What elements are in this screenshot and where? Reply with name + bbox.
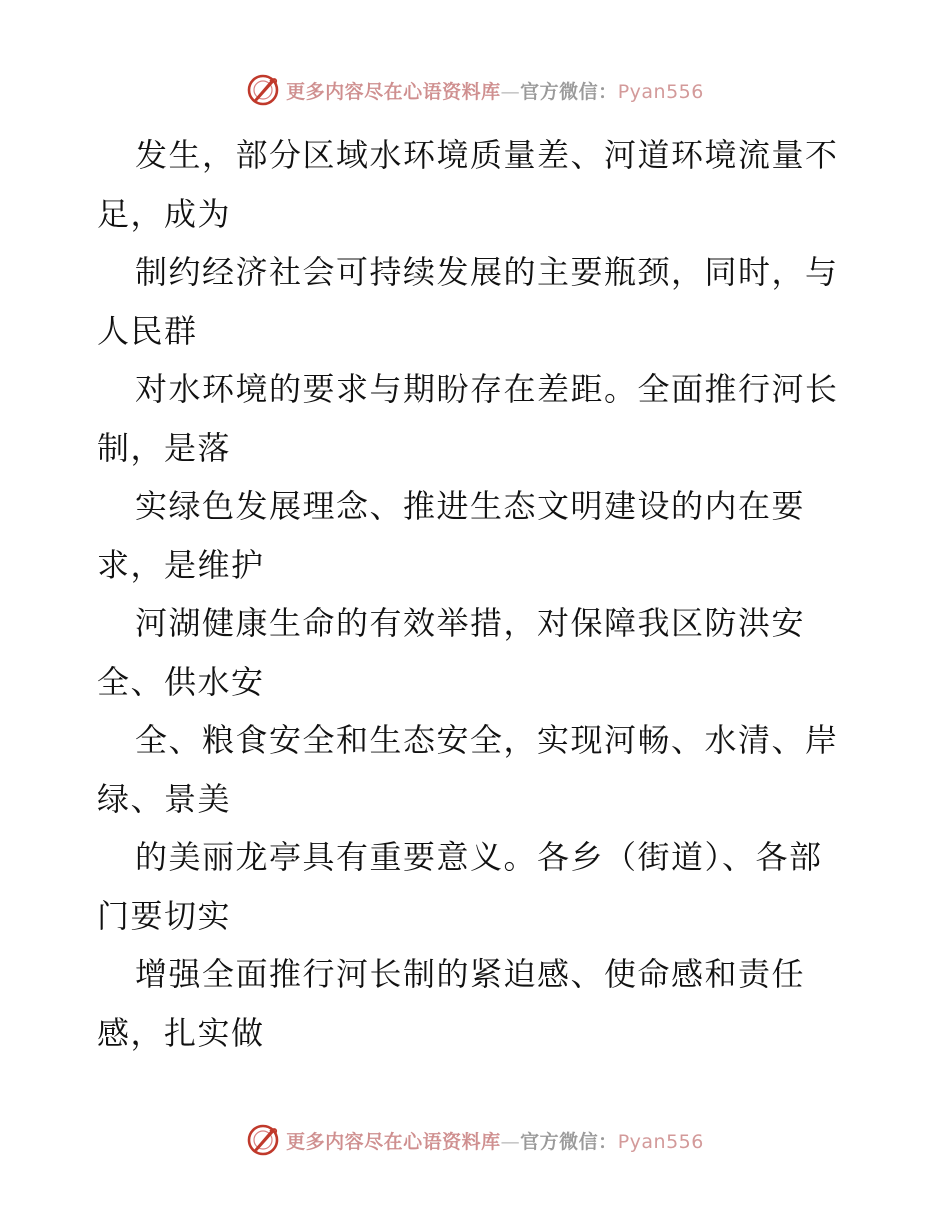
paragraph-line: 人民群 <box>97 311 198 350</box>
banner-main-text: 更多内容尽在心语资料库 <box>286 1130 501 1153</box>
banner-dash: — <box>500 1130 521 1153</box>
paragraph-line: 感，扎实做 <box>97 1013 265 1052</box>
paragraph-line: 制约经济社会可持续发展的主要瓶颈，同时，与 <box>135 253 839 291</box>
banner-text <box>286 1127 704 1154</box>
paragraph-line: 全、供水安 <box>97 662 265 701</box>
paragraph-line: 增强全面推行河长制的紧迫感、使命感和责任 <box>135 955 806 993</box>
banner-wechat-label: 官方微信： <box>520 1130 618 1153</box>
banner-wechat-id: Pyan556 <box>617 1130 704 1153</box>
paragraph-line: 发生，部分区域水环境质量差、河道环境流量不 <box>135 136 839 174</box>
banner-text <box>286 77 704 104</box>
document-body <box>97 126 857 1062</box>
paragraph-line: 门要切实 <box>97 896 232 935</box>
banner-dash: — <box>500 80 521 103</box>
footer-banner <box>0 1120 950 1160</box>
paragraph-line: 的美丽龙亭具有重要意义。各乡（街道）、各部 <box>135 838 823 876</box>
paragraph-line: 全、粮食安全和生态安全，实现河畅、水清、岸 <box>135 721 839 759</box>
paragraph-line: 河湖健康生命的有效举措，对保障我区防洪安 <box>135 604 806 642</box>
paragraph-line: 对水环境的要求与期盼存在差距。全面推行河长 <box>135 370 839 408</box>
banner-wechat-label: 官方微信： <box>520 80 618 103</box>
banner-main-text: 更多内容尽在心语资料库 <box>286 80 501 103</box>
header-banner <box>0 70 950 110</box>
quill-seal-icon <box>246 73 280 107</box>
paragraph-line: 实绿色发展理念、推进生态文明建设的内在要 <box>135 487 806 525</box>
paragraph-line: 足，成为 <box>97 194 232 233</box>
quill-seal-icon <box>246 1123 280 1157</box>
paragraph-line: 制，是落 <box>97 428 232 467</box>
banner-wechat-id: Pyan556 <box>617 80 704 103</box>
paragraph-line: 求，是维护 <box>97 545 265 584</box>
paragraph-line: 绿、景美 <box>97 779 232 818</box>
